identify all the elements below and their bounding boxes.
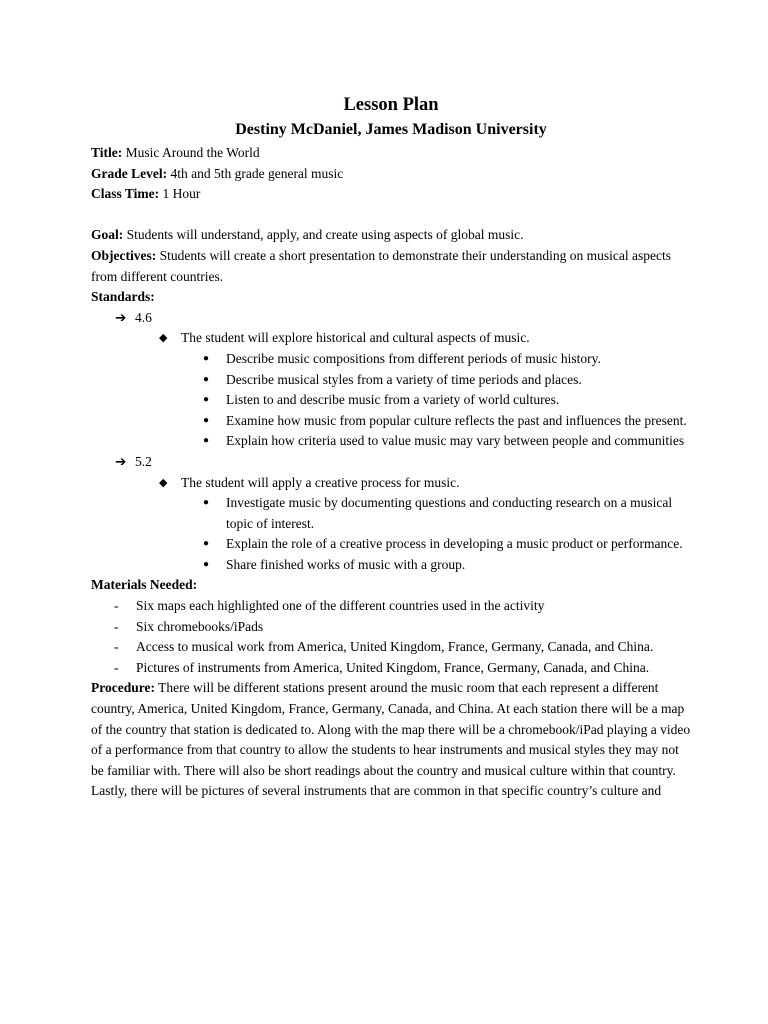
standards-heading: Standards: [91, 289, 155, 305]
diamond-bullet-icon: ◆ [159, 332, 168, 345]
materials-item: - Pictures of instruments from America, United Kingdom, France, Germany, Canada, and China. [91, 658, 691, 679]
document-author: Destiny McDaniel, James Madison University [235, 121, 547, 138]
materials-item: - Six maps each highlighted one of the different countries used in the activity [91, 596, 691, 617]
procedure-text: There will be different stations present around the music room that each represent a different country, America, United Kingdom, France, Germany, Canada, and China. At each station there will be a map of the country that station is dedicated to. Along with the map there will be a chromebook/iPad playing a video of a performance from that country to allow the students to hear instruments and musical styles they may not be familiar with. There will also be short readings about the country and musical culture within that country. Lastly, there will be pictures of several instruments that are common in that specific country’s culture and [91, 680, 691, 799]
dash-bullet-icon: - [114, 659, 119, 675]
title-value: Music Around the World [122, 145, 260, 160]
standard-item [91, 452, 691, 473]
round-bullet-icon: ● [203, 394, 210, 406]
objectives-text: Students will create a short presentation to demonstrate their understanding on musical aspects from different countries. [91, 247, 671, 284]
goal-label: Goal: [91, 227, 124, 243]
standard-bullet: ● Share finished works of music with a group. [91, 555, 691, 576]
standard-statement: ◆ The student will apply a creative process for music. [91, 473, 691, 494]
spacer [91, 205, 691, 226]
round-bullet-icon: ● [203, 414, 210, 426]
materials-heading: Materials Needed: [91, 577, 198, 593]
standard-bullet: ● Investigate music by documenting questions and conducting research on a musical topic of interest. [203, 495, 673, 531]
standard-bullet: ● Examine how music from popular culture reflects the past and influences the present. [91, 411, 691, 432]
standard-code: 4.6 [135, 309, 152, 325]
grade-level-label: Grade Level: [91, 165, 168, 181]
round-bullet-icon: ● [203, 497, 210, 509]
standard-bullet: ● Explain the role of a creative process in developing a music product or performance. [91, 534, 691, 555]
objectives-paragraph [91, 246, 691, 287]
title-label: Title: [91, 145, 123, 160]
class-time-label: Class Time: [91, 186, 160, 202]
document-title: Lesson Plan [343, 95, 439, 115]
dash-bullet-icon: - [114, 598, 119, 614]
class-time-value: 1 Hour [159, 186, 201, 202]
standard-bullet: ● Explain how criteria used to value music may vary between people and communities [91, 431, 691, 452]
arrow-right-icon: ➔ [115, 453, 127, 469]
standard-bullet: ● Describe music compositions from different periods of music history. [91, 349, 691, 370]
dash-bullet-icon: - [114, 618, 119, 634]
materials-item: - Access to musical work from America, United Kingdom, France, Germany, Canada, and China. [91, 637, 691, 658]
title-line [91, 143, 691, 164]
round-bullet-icon: ● [203, 558, 210, 570]
standard-code: 5.2 [135, 453, 152, 469]
goal-text: Students will understand, apply, and create using aspects of global music. [123, 227, 524, 243]
standard-bullet: ● Listen to and describe music from a variety of world cultures. [91, 390, 691, 411]
standard-statement: ◆ The student will explore historical and cultural aspects of music. [91, 328, 691, 349]
arrow-right-icon: ➔ [115, 309, 127, 325]
materials-item: - Six chromebooks/iPads [91, 617, 691, 638]
round-bullet-icon: ● [203, 538, 210, 550]
diamond-bullet-icon: ◆ [159, 476, 168, 489]
standard-bullet: ● Describe musical styles from a variety of time periods and places. [91, 370, 691, 391]
procedure-paragraph [91, 678, 691, 802]
grade-level-value: 4th and 5th grade general music [167, 165, 344, 181]
round-bullet-icon: ● [203, 352, 210, 364]
round-bullet-icon: ● [203, 435, 210, 447]
dash-bullet-icon: - [114, 639, 119, 655]
objectives-label: Objectives: [91, 247, 157, 263]
goal-line [91, 225, 691, 246]
standard-item [91, 308, 691, 329]
round-bullet-icon: ● [203, 373, 210, 385]
class-time-line [91, 184, 691, 205]
procedure-label: Procedure: [91, 680, 155, 696]
lesson-plan-document [91, 92, 691, 802]
grade-level-line [91, 164, 691, 185]
